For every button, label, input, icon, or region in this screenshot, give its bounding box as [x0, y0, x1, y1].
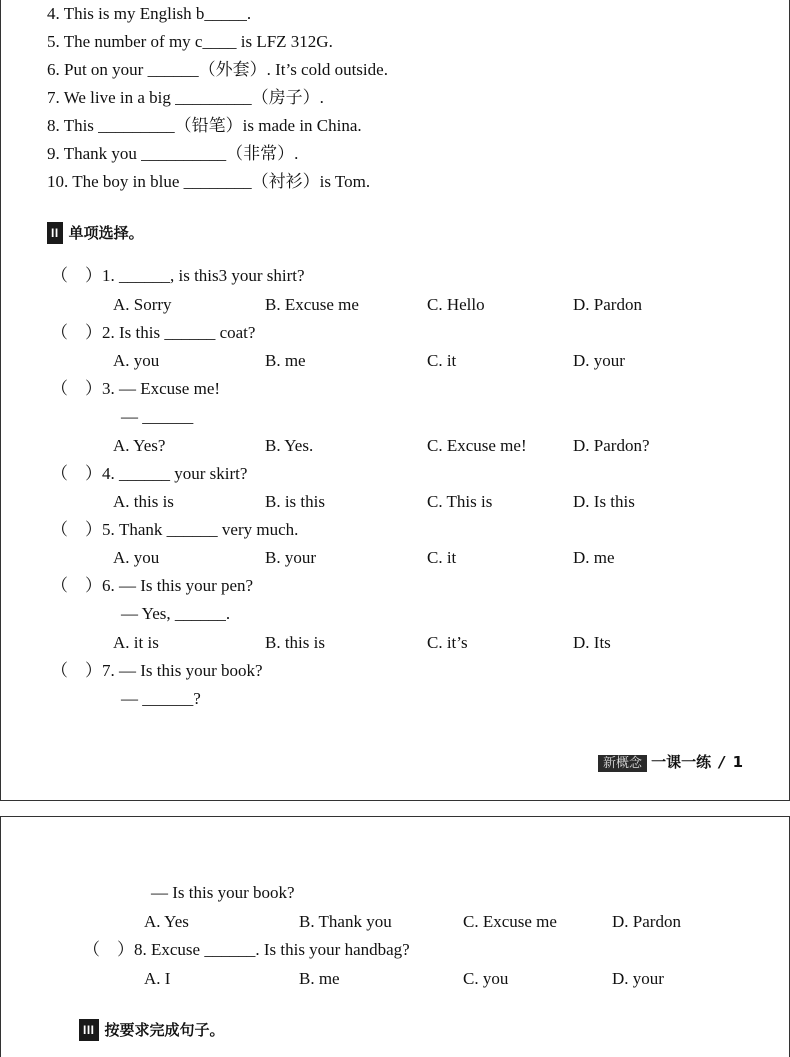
question-stem: （ ）7. — Is this your book? — [51, 661, 263, 680]
section-number-badge: II — [47, 222, 63, 244]
worksheet-page-2 — [0, 816, 790, 1057]
section-title: 按要求完成句子。 — [104, 1021, 225, 1039]
option-b: B. this is — [265, 633, 325, 652]
option-b: B. your — [265, 548, 316, 567]
series-title: 一课一练 — [651, 753, 712, 771]
fill-item-10: 10. The boy in blue ________（衬衫）is Tom. — [47, 172, 371, 191]
question-response-line: — ______? — [121, 689, 201, 708]
option-b: B. Excuse me — [265, 295, 359, 314]
option-c: C. Excuse me! — [427, 436, 527, 455]
section-number-badge: III — [79, 1019, 99, 1041]
question-response-line: — Yes, ______. — [121, 604, 231, 623]
option-d: D. Pardon? — [573, 436, 650, 455]
section-heading — [79, 1019, 225, 1041]
page-number: 1 — [732, 753, 743, 771]
option-a: A. Sorry — [113, 295, 172, 314]
option-b: B. Yes. — [265, 436, 314, 455]
option-d: D. Pardon — [612, 912, 681, 931]
fill-item-9: 9. Thank you __________（非常）. — [47, 144, 299, 163]
fill-item-7: 7. We live in a big _________（房子）. — [47, 88, 324, 107]
question-stem: （ ）8. Excuse ______. Is this your handbag? — [83, 940, 410, 959]
option-a: A. Yes — [144, 912, 189, 931]
option-a: A. Yes? — [113, 436, 166, 455]
option-c: C. This is — [427, 492, 493, 511]
page-footer — [598, 751, 743, 772]
question-stem: （ ）2. Is this ______ coat? — [51, 323, 256, 342]
option-b: B. me — [265, 351, 306, 370]
brand-label: 新概念 — [598, 755, 647, 772]
option-a: A. this is — [113, 492, 174, 511]
fill-item-4: 4. This is my English b_____. — [47, 4, 252, 23]
question-stem: （ ）3. — Excuse me! — [51, 379, 221, 398]
option-a: A. it is — [113, 633, 159, 652]
question-continuation-line: — Is this your book? — [151, 883, 295, 902]
option-d: D. me — [573, 548, 615, 567]
option-d: D. Is this — [573, 492, 635, 511]
fill-item-6: 6. Put on your ______（外套）. It’s cold outside. — [47, 60, 388, 79]
option-d: D. Pardon — [573, 295, 642, 314]
option-b: B. Thank you — [299, 912, 392, 931]
option-b: B. is this — [265, 492, 325, 511]
option-c: C. Excuse me — [463, 912, 557, 931]
option-a: A. I — [144, 969, 171, 988]
option-c: C. you — [463, 969, 509, 988]
fill-item-8: 8. This _________（铅笔）is made in China. — [47, 116, 362, 135]
footer-divider: / — [719, 753, 725, 771]
question-stem: （ ）4. ______ your skirt? — [51, 464, 248, 483]
section-title: 单项选择。 — [68, 224, 144, 242]
fill-item-5: 5. The number of my c____ is LFZ 312G. — [47, 32, 333, 51]
option-d: D. your — [573, 351, 625, 370]
question-stem: （ ）1. ______, is this3 your shirt? — [51, 266, 305, 285]
option-a: A. you — [113, 351, 160, 370]
option-c: C. it’s — [427, 633, 468, 652]
question-stem: （ ）6. — Is this your pen? — [51, 576, 254, 595]
question-response-line: — ______ — [121, 407, 194, 426]
option-b: B. me — [299, 969, 340, 988]
section-heading — [47, 222, 144, 244]
option-d: D. your — [612, 969, 664, 988]
option-c: C. it — [427, 351, 457, 370]
option-c: C. Hello — [427, 295, 485, 314]
option-a: A. you — [113, 548, 160, 567]
option-d: D. Its — [573, 633, 611, 652]
question-stem: （ ）5. Thank ______ very much. — [51, 520, 299, 539]
option-c: C. it — [427, 548, 457, 567]
